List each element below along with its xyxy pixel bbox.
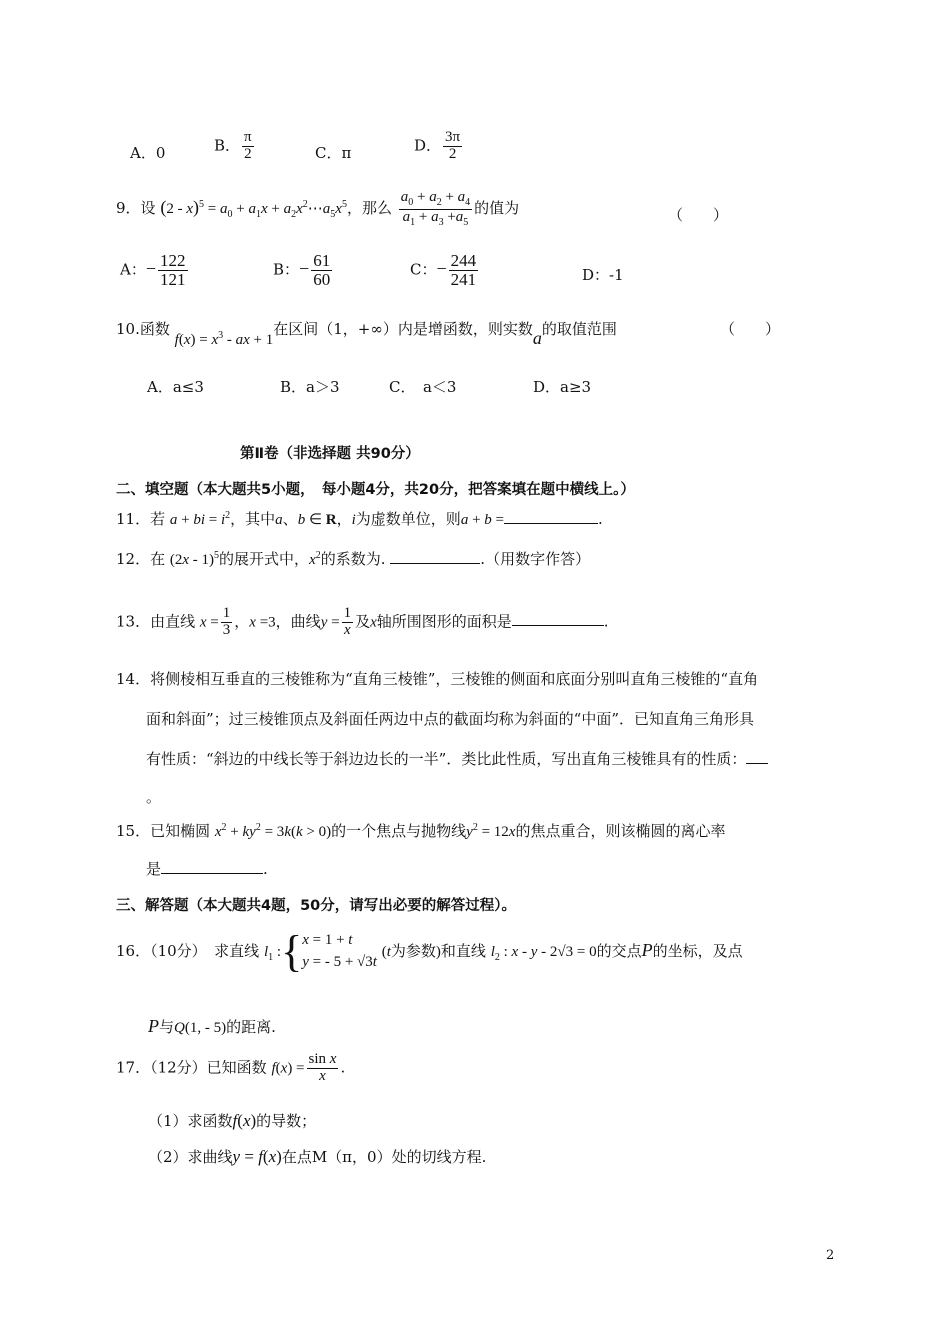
question-16: 16．（10分） 求直线 $l_1$ :{ x = 1 + t y = - 5 + √3t (t为参数)和直线 $l_2$ : x - y - 2√3 = 0的交点P的坐标，及点	[116, 927, 743, 976]
q8-option-d: D． $\frac{3\pi}{2}$	[414, 129, 461, 162]
question-15-line-2: 是 .	[146, 860, 268, 878]
question-17-part-1: （1）求函数f(x)的导数；	[148, 1111, 317, 1130]
section-title: 第Ⅱ卷（非选择题 共90分）	[240, 446, 420, 462]
q8-option-a: A．0	[130, 144, 166, 162]
question-10: 10.函数 $f(x) = x^3$ - ax + 1在区间（1，+∞）内是增函数，则实数a的取值范围	[116, 320, 617, 348]
page-number: 2	[826, 1248, 835, 1263]
q10-answer-paren: （ ）	[720, 320, 781, 338]
question-15: 15．已知椭圆 $x^2 + ky^2 = 3k(k > 0)$的一个焦点与抛物线$y^2 = 12x$的焦点重合，则该椭圆的离心率	[116, 822, 726, 840]
question-12: 12．在 (2x - 1)$^5$的展开式中，$x^2$的系数为. .（用数字作答）	[116, 550, 591, 568]
question-14-line-4: 。	[146, 788, 162, 806]
q9-option-c: C：− $\frac{244}{241}$	[410, 251, 477, 289]
question-14-line-3: 有性质：“斜边的中线长等于斜边边长的一半”．类比此性质，写出直角三棱锥具有的性质：	[146, 748, 768, 769]
question-9: 9．设 $(2 - x)^5 = a_0 + a_1x$ + $a_2x^2\cdots a_5x^5$，那么 $\frac{a_0 + a_2 + a_4}{a_1 + a_3 +a_5}$ 的值为	[116, 189, 520, 228]
question-13: 13．由直线 x = $\frac{1}{3}$ ，x =3，曲线y = $\frac{1}{x}$ 及x轴所围图形的面积是 .	[116, 605, 609, 638]
q9-option-a: A：− $\frac{122}{121}$	[120, 251, 186, 289]
solve-heading: 三、解答题（本大题共4题，50分，请写出必要的解答过程）。	[116, 898, 517, 914]
q10-option-b: B．a＞3	[280, 378, 340, 396]
question-16-line-2: P与Q(1, - 5)的距离.	[148, 1016, 276, 1036]
question-14-line-1: 14．将侧棱相互垂直的三棱锥称为“直角三棱锥”，三棱锥的侧面和底面分别叫直角三棱锥的“直角	[116, 670, 759, 688]
question-14-line-2: 面和斜面”；过三棱锥顶点及斜面任两边中点的截面均称为斜面的“中面”．已知直角三角形具	[146, 710, 755, 728]
q8-option-b: B． $\frac{\pi}{2}$	[214, 129, 252, 162]
fill-in-heading: 二、填空题（本大题共5小题， 每小题4分，共20分，把答案填在题中横线上。）	[116, 482, 635, 498]
q10-option-d: D．a≥3	[533, 378, 592, 396]
q9-answer-paren: （ ）	[668, 206, 729, 224]
q10-option-a: A．a≤3	[147, 378, 204, 396]
question-17: 17．（12分）已知函数 f(x) = $\frac{\text{sin x}}{x}$ .	[116, 1051, 346, 1084]
q10-option-c: C． a＜3	[389, 378, 457, 396]
question-11: 11．若 a + bi = $i^2$，其中a、b ∈ R，i为虚数单位，则a + b = .	[116, 510, 603, 528]
question-17-part-2: （2）求曲线y = f(x)在点M（π，0）处的切线方程.	[148, 1147, 487, 1166]
q9-option-b: B：− $\frac{61}{60}$	[273, 251, 331, 289]
q8-option-c: C．π	[315, 144, 352, 162]
q9-option-d: D：-1	[582, 266, 624, 284]
